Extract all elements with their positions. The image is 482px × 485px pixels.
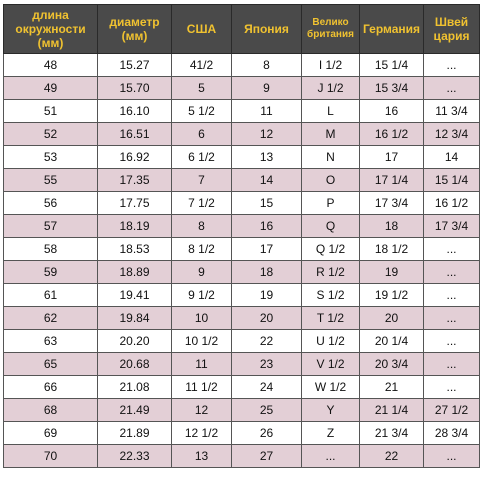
cell-circumference: 63: [4, 330, 98, 353]
cell-diameter: 21.08: [98, 376, 172, 399]
cell-japan: 27: [232, 445, 302, 468]
cell-circumference: 69: [4, 422, 98, 445]
cell-japan: 20: [232, 307, 302, 330]
table-row: [4, 284, 480, 307]
table-row: [4, 146, 480, 169]
cell-usa: 11 1/2: [172, 376, 232, 399]
table-row: [4, 100, 480, 123]
header-circumference: длина окружности (мм): [4, 5, 98, 54]
table-row: [4, 445, 480, 468]
cell-japan: 23: [232, 353, 302, 376]
cell-usa: 12: [172, 399, 232, 422]
table-body: [4, 54, 480, 468]
ring-size-table: [3, 4, 480, 468]
cell-diameter: 17.75: [98, 192, 172, 215]
cell-diameter: 16.10: [98, 100, 172, 123]
cell-uk: J 1/2: [302, 77, 360, 100]
cell-japan: 18: [232, 261, 302, 284]
cell-germany: 17: [360, 146, 424, 169]
cell-japan: 16: [232, 215, 302, 238]
cell-japan: 22: [232, 330, 302, 353]
cell-uk: Q 1/2: [302, 238, 360, 261]
cell-usa: 11: [172, 353, 232, 376]
cell-japan: 11: [232, 100, 302, 123]
cell-germany: 21 1/4: [360, 399, 424, 422]
table-row: [4, 307, 480, 330]
cell-uk: W 1/2: [302, 376, 360, 399]
cell-japan: 13: [232, 146, 302, 169]
cell-usa: 9 1/2: [172, 284, 232, 307]
cell-circumference: 61: [4, 284, 98, 307]
cell-japan: 12: [232, 123, 302, 146]
cell-uk: V 1/2: [302, 353, 360, 376]
table-row: [4, 192, 480, 215]
cell-switzerland: ...: [424, 330, 480, 353]
table-row: [4, 330, 480, 353]
cell-diameter: 19.41: [98, 284, 172, 307]
table-row: [4, 238, 480, 261]
cell-japan: 17: [232, 238, 302, 261]
table-row: [4, 376, 480, 399]
cell-diameter: 17.35: [98, 169, 172, 192]
cell-diameter: 16.51: [98, 123, 172, 146]
cell-switzerland: 17 3/4: [424, 215, 480, 238]
header-germany: Германия: [360, 5, 424, 54]
cell-usa: 8: [172, 215, 232, 238]
cell-usa: 12 1/2: [172, 422, 232, 445]
cell-diameter: 15.27: [98, 54, 172, 77]
cell-circumference: 57: [4, 215, 98, 238]
cell-germany: 22: [360, 445, 424, 468]
cell-switzerland: ...: [424, 261, 480, 284]
cell-japan: 26: [232, 422, 302, 445]
cell-switzerland: 15 1/4: [424, 169, 480, 192]
cell-diameter: 15.70: [98, 77, 172, 100]
table-row: [4, 77, 480, 100]
cell-uk: Z: [302, 422, 360, 445]
cell-japan: 25: [232, 399, 302, 422]
cell-germany: 20 3/4: [360, 353, 424, 376]
table-row: [4, 123, 480, 146]
cell-circumference: 70: [4, 445, 98, 468]
cell-germany: 17 3/4: [360, 192, 424, 215]
cell-circumference: 62: [4, 307, 98, 330]
cell-diameter: 19.84: [98, 307, 172, 330]
table-row: [4, 169, 480, 192]
cell-usa: 7 1/2: [172, 192, 232, 215]
cell-japan: 15: [232, 192, 302, 215]
cell-usa: 5 1/2: [172, 100, 232, 123]
cell-uk: ...: [302, 445, 360, 468]
cell-usa: 9: [172, 261, 232, 284]
cell-germany: 15 1/4: [360, 54, 424, 77]
cell-usa: 8 1/2: [172, 238, 232, 261]
cell-circumference: 49: [4, 77, 98, 100]
cell-switzerland: ...: [424, 376, 480, 399]
cell-diameter: 18.19: [98, 215, 172, 238]
cell-switzerland: ...: [424, 445, 480, 468]
cell-germany: 16: [360, 100, 424, 123]
cell-uk: R 1/2: [302, 261, 360, 284]
cell-uk: Q: [302, 215, 360, 238]
cell-japan: 9: [232, 77, 302, 100]
cell-usa: 7: [172, 169, 232, 192]
cell-uk: O: [302, 169, 360, 192]
header-uk: Велико британия: [302, 5, 360, 54]
cell-uk: U 1/2: [302, 330, 360, 353]
cell-japan: 14: [232, 169, 302, 192]
cell-diameter: 18.53: [98, 238, 172, 261]
cell-usa: 6: [172, 123, 232, 146]
cell-circumference: 53: [4, 146, 98, 169]
cell-circumference: 66: [4, 376, 98, 399]
cell-switzerland: 12 3/4: [424, 123, 480, 146]
cell-germany: 20: [360, 307, 424, 330]
cell-diameter: 22.33: [98, 445, 172, 468]
cell-germany: 19 1/2: [360, 284, 424, 307]
cell-germany: 21: [360, 376, 424, 399]
header-switzerland: Швей цария: [424, 5, 480, 54]
cell-uk: S 1/2: [302, 284, 360, 307]
table-row: [4, 399, 480, 422]
cell-circumference: 56: [4, 192, 98, 215]
cell-circumference: 58: [4, 238, 98, 261]
header-diameter: диаметр (мм): [98, 5, 172, 54]
cell-switzerland: ...: [424, 307, 480, 330]
cell-usa: 13: [172, 445, 232, 468]
cell-diameter: 16.92: [98, 146, 172, 169]
cell-switzerland: 16 1/2: [424, 192, 480, 215]
cell-germany: 18 1/2: [360, 238, 424, 261]
cell-usa: 10 1/2: [172, 330, 232, 353]
cell-japan: 19: [232, 284, 302, 307]
cell-germany: 21 3/4: [360, 422, 424, 445]
cell-japan: 24: [232, 376, 302, 399]
ring-size-chart: [3, 4, 479, 480]
cell-germany: 17 1/4: [360, 169, 424, 192]
cell-germany: 18: [360, 215, 424, 238]
cell-circumference: 55: [4, 169, 98, 192]
cell-uk: Y: [302, 399, 360, 422]
cell-usa: 6 1/2: [172, 146, 232, 169]
header-japan: Япония: [232, 5, 302, 54]
cell-circumference: 51: [4, 100, 98, 123]
cell-uk: M: [302, 123, 360, 146]
cell-uk: T 1/2: [302, 307, 360, 330]
header-usa: США: [172, 5, 232, 54]
cell-circumference: 65: [4, 353, 98, 376]
cell-uk: P: [302, 192, 360, 215]
cell-switzerland: ...: [424, 77, 480, 100]
cell-switzerland: 11 3/4: [424, 100, 480, 123]
header-row: [4, 5, 480, 54]
table-row: [4, 353, 480, 376]
table-row: [4, 261, 480, 284]
cell-germany: 16 1/2: [360, 123, 424, 146]
cell-japan: 8: [232, 54, 302, 77]
cell-switzerland: ...: [424, 54, 480, 77]
cell-diameter: 20.20: [98, 330, 172, 353]
cell-circumference: 48: [4, 54, 98, 77]
cell-switzerland: 28 3/4: [424, 422, 480, 445]
cell-uk: I 1/2: [302, 54, 360, 77]
cell-usa: 5: [172, 77, 232, 100]
table-row: [4, 422, 480, 445]
cell-switzerland: ...: [424, 353, 480, 376]
cell-circumference: 59: [4, 261, 98, 284]
table-row: [4, 54, 480, 77]
cell-germany: 15 3/4: [360, 77, 424, 100]
cell-circumference: 52: [4, 123, 98, 146]
cell-usa: 10: [172, 307, 232, 330]
cell-germany: 19: [360, 261, 424, 284]
cell-circumference: 68: [4, 399, 98, 422]
cell-germany: 20 1/4: [360, 330, 424, 353]
cell-switzerland: ...: [424, 284, 480, 307]
cell-uk: N: [302, 146, 360, 169]
cell-diameter: 18.89: [98, 261, 172, 284]
cell-uk: L: [302, 100, 360, 123]
table-row: [4, 215, 480, 238]
cell-diameter: 20.68: [98, 353, 172, 376]
cell-switzerland: ...: [424, 238, 480, 261]
cell-diameter: 21.49: [98, 399, 172, 422]
cell-switzerland: 27 1/2: [424, 399, 480, 422]
cell-diameter: 21.89: [98, 422, 172, 445]
cell-switzerland: 14: [424, 146, 480, 169]
cell-usa: 41/2: [172, 54, 232, 77]
